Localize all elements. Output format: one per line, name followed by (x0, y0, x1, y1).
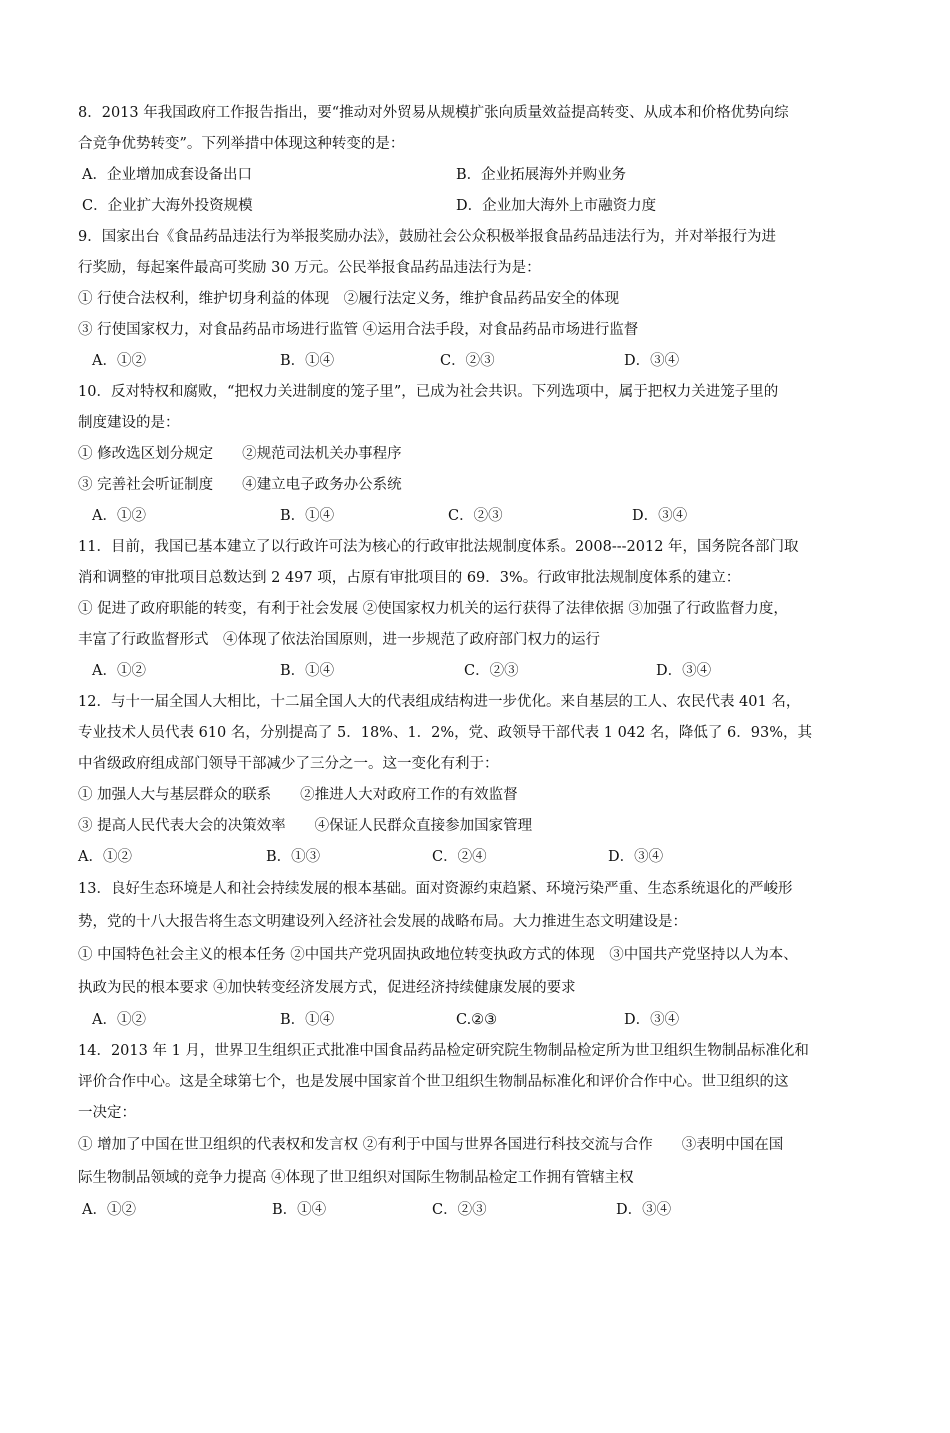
question-stem: 制度建设的是： (78, 415, 180, 431)
option-d: D．③④ (656, 663, 712, 679)
statement-line: ① 行使合法权利，维护切身利益的体现 ②履行法定义务，维护食品药品安全的体现 (78, 291, 620, 307)
question-stem: 13．良好生态环境是人和社会持续发展的根本基础。面对资源约束趋紧、环境污染严重、生态系统退化的严峻形 (78, 881, 793, 897)
exam-page (78, 98, 868, 1226)
option-c: C．企业扩大海外投资规模 (82, 198, 253, 214)
option-a: A．①② (92, 1012, 146, 1028)
option-c: C．②③ (440, 353, 495, 369)
option-row (78, 501, 868, 532)
question-14 (78, 1036, 868, 1226)
statement-line: ① 促进了政府职能的转变，有利于社会发展 ②使国家权力机关的运行获得了法律依据 ③加强了行政监督力度， (78, 601, 788, 617)
option-d: D．③④ (624, 1012, 680, 1028)
question-stem: 14．2013 年 1 月，世界卫生组织正式批准中国食品药品检定研究院生物制品检定所为世卫组织生物制品标准化和 (78, 1043, 809, 1059)
question-13 (78, 873, 868, 1036)
statement-line: ① 中国特色社会主义的根本任务 ②中国共产党巩固执政地位转变执政方式的体现 ③中国共产党坚持以人为本、 (78, 947, 798, 963)
question-12 (78, 687, 868, 873)
option-d: D．③④ (624, 353, 680, 369)
statement-line: ③ 提高人民代表大会的决策效率 ④保证人民群众直接参加国家管理 (78, 818, 533, 834)
statement-line: ③ 完善社会听证制度 ④建立电子政务办公系统 (78, 477, 402, 493)
option-row (78, 656, 868, 687)
question-stem: 11．目前，我国已基本建立了以行政许可法为核心的行政审批法规制度体系。2008---2012 年，国务院各部门取 (78, 539, 799, 555)
question-stem: 10．反对特权和腐败，“把权力关进制度的笼子里”，已成为社会共识。下列选项中，属于把权力关进笼子里的 (78, 384, 779, 400)
option-b: B．企业拓展海外并购业务 (456, 167, 627, 183)
option-d: D．③④ (616, 1202, 672, 1218)
option-row (78, 346, 868, 377)
question-stem: 12．与十一届全国人大相比，十二届全国人大的代表组成结构进一步优化。来自基层的工人、农民代表 401 名， (78, 694, 801, 710)
question-stem: 评价合作中心。这是全球第七个，也是发展中国家首个世卫组织生物制品标准化和评价合作中心。世卫组织的这 (78, 1074, 789, 1090)
question-stem: 行奖励，每起案件最高可奖励 30 万元。公民举报食品药品违法行为是： (78, 260, 541, 276)
option-row (78, 842, 868, 873)
statement-line: ① 加强人大与基层群众的联系 ②推进人大对政府工作的有效监督 (78, 787, 518, 803)
statement-line: ① 修改选区划分规定 ②规范司法机关办事程序 (78, 446, 402, 462)
option-b: B．①③ (266, 849, 321, 865)
question-10 (78, 377, 868, 532)
option-d: D．企业加大海外上市融资力度 (456, 198, 657, 214)
option-c: C．②④ (432, 849, 487, 865)
question-stem: 势，党的十八大报告将生态文明建设列入经济社会发展的战略布局。大力推进生态文明建设是： (78, 914, 687, 930)
option-a: A．企业增加成套设备出口 (82, 167, 252, 183)
option-c: C．②③ (448, 508, 503, 524)
option-c: C.②③ (456, 1012, 498, 1028)
option-c: C．②③ (432, 1202, 487, 1218)
option-a: A．①② (92, 353, 146, 369)
option-a: A．①② (82, 1202, 136, 1218)
statement-line: 执政为民的根本要求 ④加快转变经济发展方式，促进经济持续健康发展的要求 (78, 980, 576, 996)
option-a: A．①② (92, 663, 146, 679)
option-c: C．②③ (464, 663, 519, 679)
question-stem: 中省级政府组成部门领导干部减少了三分之一。这一变化有利于： (78, 756, 499, 772)
option-a: A．①② (78, 849, 132, 865)
option-row (78, 1195, 868, 1226)
option-d: D．③④ (608, 849, 664, 865)
option-row (78, 1005, 868, 1036)
statement-line: ③ 行使国家权力，对食品药品市场进行监管 ④运用合法手段，对食品药品市场进行监督 (78, 322, 639, 338)
option-b: B．①④ (280, 1012, 335, 1028)
option-b: B．①④ (280, 353, 335, 369)
option-b: B．①④ (280, 508, 335, 524)
question-11 (78, 532, 868, 687)
statement-line: ① 增加了中国在世卫组织的代表权和发言权 ②有利于中国与世界各国进行科技交流与合作 ③表明中国在国 (78, 1137, 784, 1153)
option-d: D．③④ (632, 508, 688, 524)
question-stem: 8．2013 年我国政府工作报告指出，要“推动对外贸易从规模扩张向质量效益提高转变、从成本和价格优势向综 (78, 105, 789, 121)
statement-line: 际生物制品领域的竞争力提高 ④体现了世卫组织对国际生物制品检定工作拥有管辖主权 (78, 1170, 634, 1186)
option-row (78, 191, 868, 222)
option-b: B．①④ (280, 663, 335, 679)
question-stem: 合竞争优势转变”。下列举措中体现这种转变的是： (78, 136, 405, 152)
question-stem: 专业技术人员代表 610 名，分别提高了 5．18%、1．2%，党、政领导干部代表 1 042 名，降低了 6．93%，其 (78, 725, 812, 741)
option-b: B．①④ (272, 1202, 327, 1218)
option-a: A．①② (92, 508, 146, 524)
question-stem: 消和调整的审批项目总数达到 2 497 项，占原有审批项目的 69．3%。行政审批法规制度体系的建立： (78, 570, 741, 586)
question-9 (78, 222, 868, 377)
question-stem: 9．国家出台《食品药品违法行为举报奖励办法》，鼓励社会公众积极举报食品药品违法行为，并对举报行为进 (78, 229, 776, 245)
question-stem: 一决定： (78, 1105, 136, 1121)
statement-line: 丰富了行政监督形式 ④体现了依法治国原则，进一步规范了政府部门权力的运行 (78, 632, 600, 648)
question-8 (78, 98, 868, 222)
option-row (78, 160, 868, 191)
